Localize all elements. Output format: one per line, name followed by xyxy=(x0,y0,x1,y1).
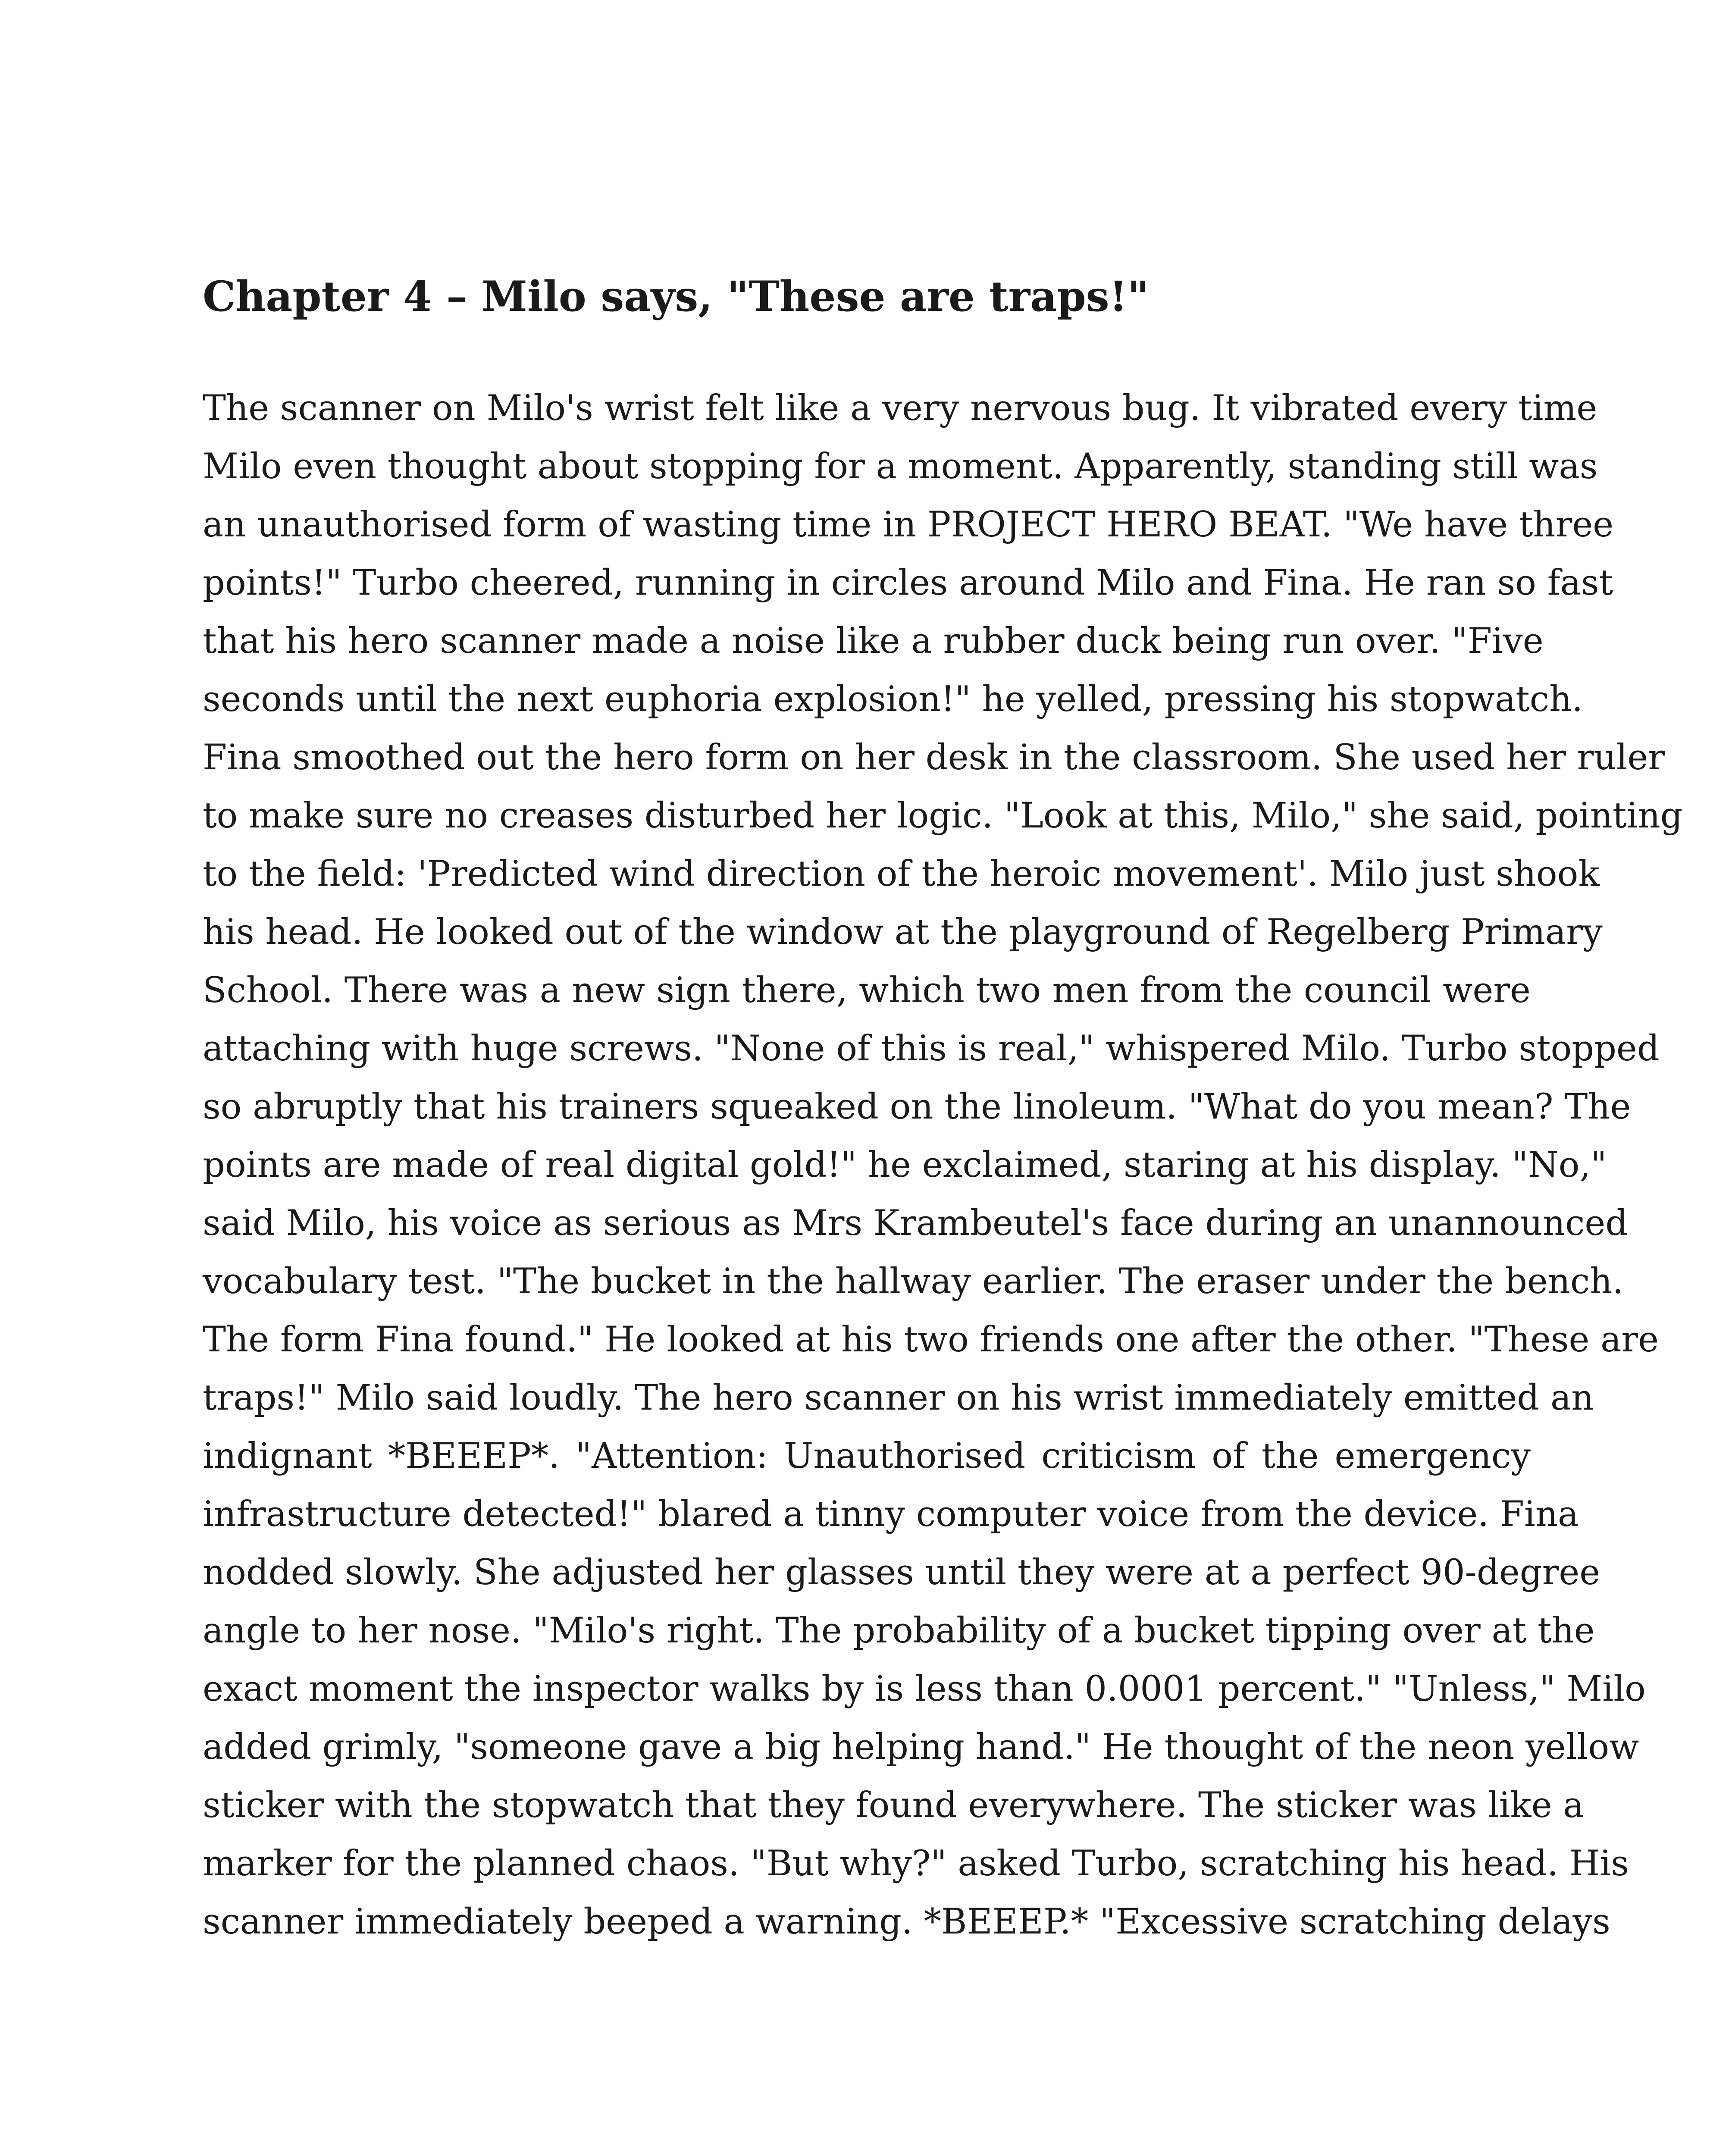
text-line: said Milo, his voice as serious as Mrs Krambeutel's face during an unannounced xyxy=(203,1203,1628,1244)
text-line: School. There was a new sign there, which two men from the council were xyxy=(203,970,1531,1011)
text-line: seconds until the next euphoria explosion!" he yelled, pressing his stopwatch. xyxy=(203,679,1583,720)
text-line: so abruptly that his trainers squeaked on the linoleum. "What do you mean? The xyxy=(203,1087,1631,1127)
text-line: angle to her nose. "Milo's right. The probability of a bucket tipping over at the xyxy=(203,1611,1595,1651)
text-line: attaching with huge screws. "None of this is real," whispered Milo. Turbo stopped xyxy=(203,1028,1660,1069)
text-line: nodded slowly. She adjusted her glasses until they were at a perfect 90-degree xyxy=(203,1552,1600,1593)
text-line: sticker with the stopwatch that they found everywhere. The sticker was like a xyxy=(203,1785,1584,1826)
text-line: scanner immediately beeped a warning. *BEEEP.* "Excessive scratching delays xyxy=(203,1902,1610,1942)
text-line: marker for the planned chaos. "But why?" asked Turbo, scratching his head. His xyxy=(203,1843,1629,1884)
body-paragraph xyxy=(203,379,1683,1951)
text-line: Milo even thought about stopping for a moment. Apparently, standing still was xyxy=(203,446,1598,487)
text-line: points!" Turbo cheered, running in circles around Milo and Fina. He ran so fast xyxy=(203,563,1613,603)
chapter-title: Chapter 4 – Milo says, "These are traps!" xyxy=(203,272,1149,321)
text-line: The scanner on Milo's wrist felt like a very nervous bug. It vibrated every time xyxy=(203,388,1597,429)
text-line: that his hero scanner made a noise like a rubber duck being run over. "Five xyxy=(203,621,1544,661)
text-line: points are made of real digital gold!" he exclaimed, staring at his display. "No," xyxy=(203,1145,1607,1185)
text-line: infrastructure detected!" blared a tinny computer voice from the device. Fina xyxy=(203,1494,1579,1535)
text-line: to make sure no creases disturbed her logic. "Look at this, Milo," she said, pointing xyxy=(203,796,1683,836)
text-line: his head. He looked out of the window at the playground of Regelberg Primary xyxy=(203,912,1603,953)
text-line: an unauthorised form of wasting time in PROJECT HERO BEAT. "We have three xyxy=(203,505,1614,545)
text-line: The form Fina found." He looked at his two friends one after the other. "These are xyxy=(203,1319,1659,1360)
text-line: traps!" Milo said loudly. The hero scanner on his wrist immediately emitted an xyxy=(203,1378,1594,1418)
text-line: indignant *BEEEP*. "Attention: Unauthorised criticism of the emergency xyxy=(203,1436,1531,1476)
text-line: to the field: 'Predicted wind direction of the heroic movement'. Milo just shook xyxy=(203,854,1600,894)
text-line: Fina smoothed out the hero form on her desk in the classroom. She used her ruler xyxy=(203,737,1665,778)
text-line: exact moment the inspector walks by is less than 0.0001 percent." "Unless," Milo xyxy=(203,1669,1646,1709)
text-line: vocabulary test. "The bucket in the hallway earlier. The eraser under the bench. xyxy=(203,1261,1624,1302)
text-line: added grimly, "someone gave a big helping hand." He thought of the neon yellow xyxy=(203,1727,1639,1767)
